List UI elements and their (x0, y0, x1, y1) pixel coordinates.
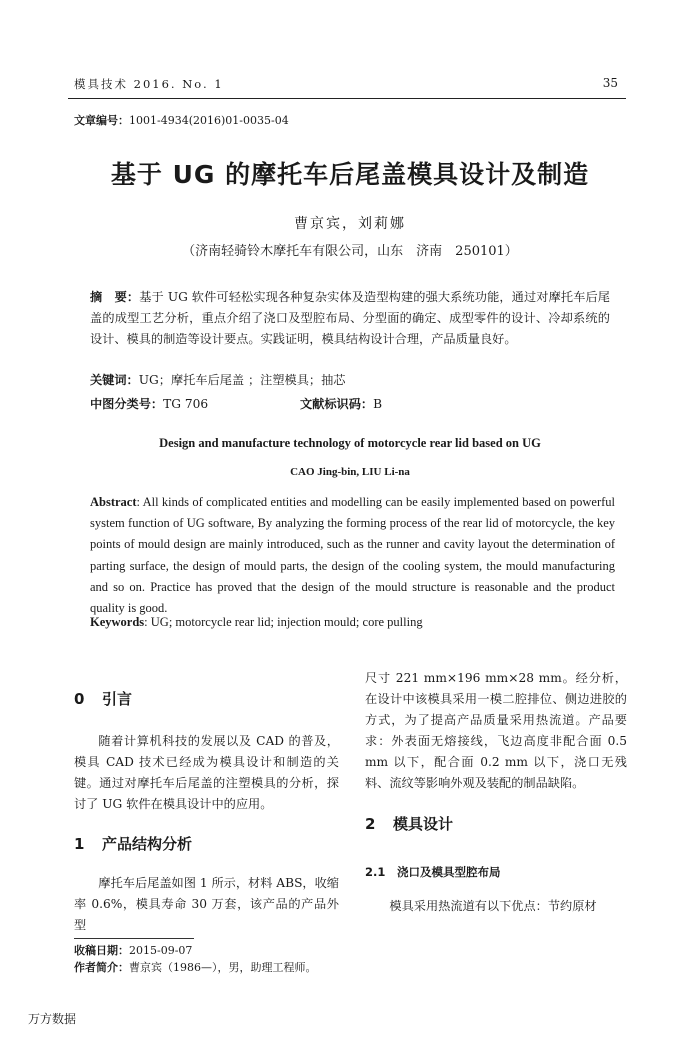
abstract-en-text: : All kinds of complicated entities and modelling can be easily implemented based on powerful system function of UG software, By analyzing the forming process of the rear lid of motorcycle, the key points of mould design are mainly introduced, such as the runner and cavity layout the determination of parting surface, the design of mould parts, the design of the cooling system, the mould manufacturing and so on. Practice has proved that the design of the mould structure is reasonable and the product quality is good. (90, 495, 615, 616)
keywords-cn-text: UG；摩托车后尾盖 ；注塑模具；抽芯 (138, 373, 346, 387)
product-paragraph: 摩托车后尾盖如图 1 所示，材料 ABS，收缩率 0.6%，模具寿命 30 万套，该产品的产品外型 (74, 876, 339, 932)
abstract-en (90, 492, 615, 619)
received-value: 2015-09-07 (129, 944, 193, 957)
running-header: 模具技术 2016. No. 1 (74, 77, 224, 91)
section-2-heading (365, 813, 453, 834)
header-rule (68, 98, 626, 99)
abstract-cn-label: 摘 要： (90, 290, 140, 304)
right-paragraph-2: 模具采用热流道有以下优点：节约原材 (389, 899, 597, 913)
clc-value: TG 706 (163, 397, 209, 411)
abstract-cn (90, 287, 610, 350)
page-number: 35 (602, 76, 618, 90)
subsection-2-1-title: 浇口及模具型腔布局 (397, 865, 501, 879)
footnote-rule (74, 938, 194, 939)
section-0-number: 0 (74, 690, 85, 708)
section-2-title: 模具设计 (393, 815, 454, 833)
authors-en: CAO Jing-bin, LIU Li-na (290, 466, 410, 478)
paper-title-cn: 基于 UG 的摩托车后尾盖模具设计及制造 (110, 160, 590, 189)
bio-value: 曹京宾（1986—），男，助理工程师。 (129, 961, 317, 974)
bio-label: 作者简介： (74, 961, 129, 974)
article-number (74, 112, 289, 128)
abstract-cn-text: 基于 UG 软件可轻松实现各种复杂实体及造型构建的强大系统功能，通过对摩托车后尾盖的成型工艺分析，重点介绍了浇口及型腔布局、分型面的确定、成型零件的设计、冷却系统的设计、模具的制造等设计要点。实践证明，模具结构设计合理，产品质量良好。 (90, 290, 610, 346)
received-date (74, 942, 192, 958)
doc-code-label: 文献标识码： (300, 397, 374, 411)
affiliation-cn: （济南轻骑铃木摩托车有限公司，山东 济南 250101） (182, 244, 518, 259)
abstract-en-label: Abstract (90, 495, 137, 509)
authors-cn: 曹京宾，刘莉娜 (294, 216, 406, 232)
watermark: 万方数据 (28, 1012, 77, 1026)
section-1-heading (74, 833, 192, 854)
keywords-en (90, 615, 423, 630)
clc-number (90, 395, 208, 412)
section-0-heading (74, 688, 132, 709)
keywords-en-text: : UG; motorcycle rear lid; injection mould; core pulling (144, 615, 423, 629)
keywords-en-label: Keywords (90, 615, 145, 629)
keywords-cn (90, 371, 345, 388)
article-number-value: 1001-4934(2016)01-0035-04 (129, 114, 289, 127)
paper-title-en: Design and manufacture technology of motorcycle rear lid based on UG (159, 436, 541, 450)
subsection-2-1-number: 2.1 (365, 865, 386, 879)
received-label: 收稿日期： (74, 944, 129, 957)
doc-code-value: B (373, 397, 383, 411)
intro-paragraph: 随着计算机科技的发展以及 CAD 的普及，模具 CAD 技术已经成为模具设计和制造的关键。通过对摩托车后尾盖的注塑模具的分析，探讨了 UG 软件在模具设计中的应用。 (74, 734, 339, 811)
document-code (300, 395, 382, 412)
author-bio (74, 959, 317, 975)
subsection-2-1-heading (365, 864, 501, 880)
right-paragraph-1: 尺寸 221 mm×196 mm×28 mm。经分析，在设计中该模具采用一模二腔排位、侧边进胶的方式，为了提高产品质量采用热流道。产品要求：外表面无熔接线，飞边高度非配合面 0.5 mm 以下，配合面 0.2 mm 以下，浇口无残料、流纹等影响外观及装配的制品缺陷。 (365, 671, 627, 790)
article-number-label: 文章编号： (74, 114, 129, 127)
keywords-cn-label: 关键词： (90, 373, 139, 387)
section-2-number: 2 (365, 815, 376, 833)
section-1-title: 产品结构分析 (102, 835, 193, 853)
clc-label: 中图分类号： (90, 397, 164, 411)
section-1-number: 1 (74, 835, 85, 853)
section-0-title: 引言 (102, 690, 133, 708)
